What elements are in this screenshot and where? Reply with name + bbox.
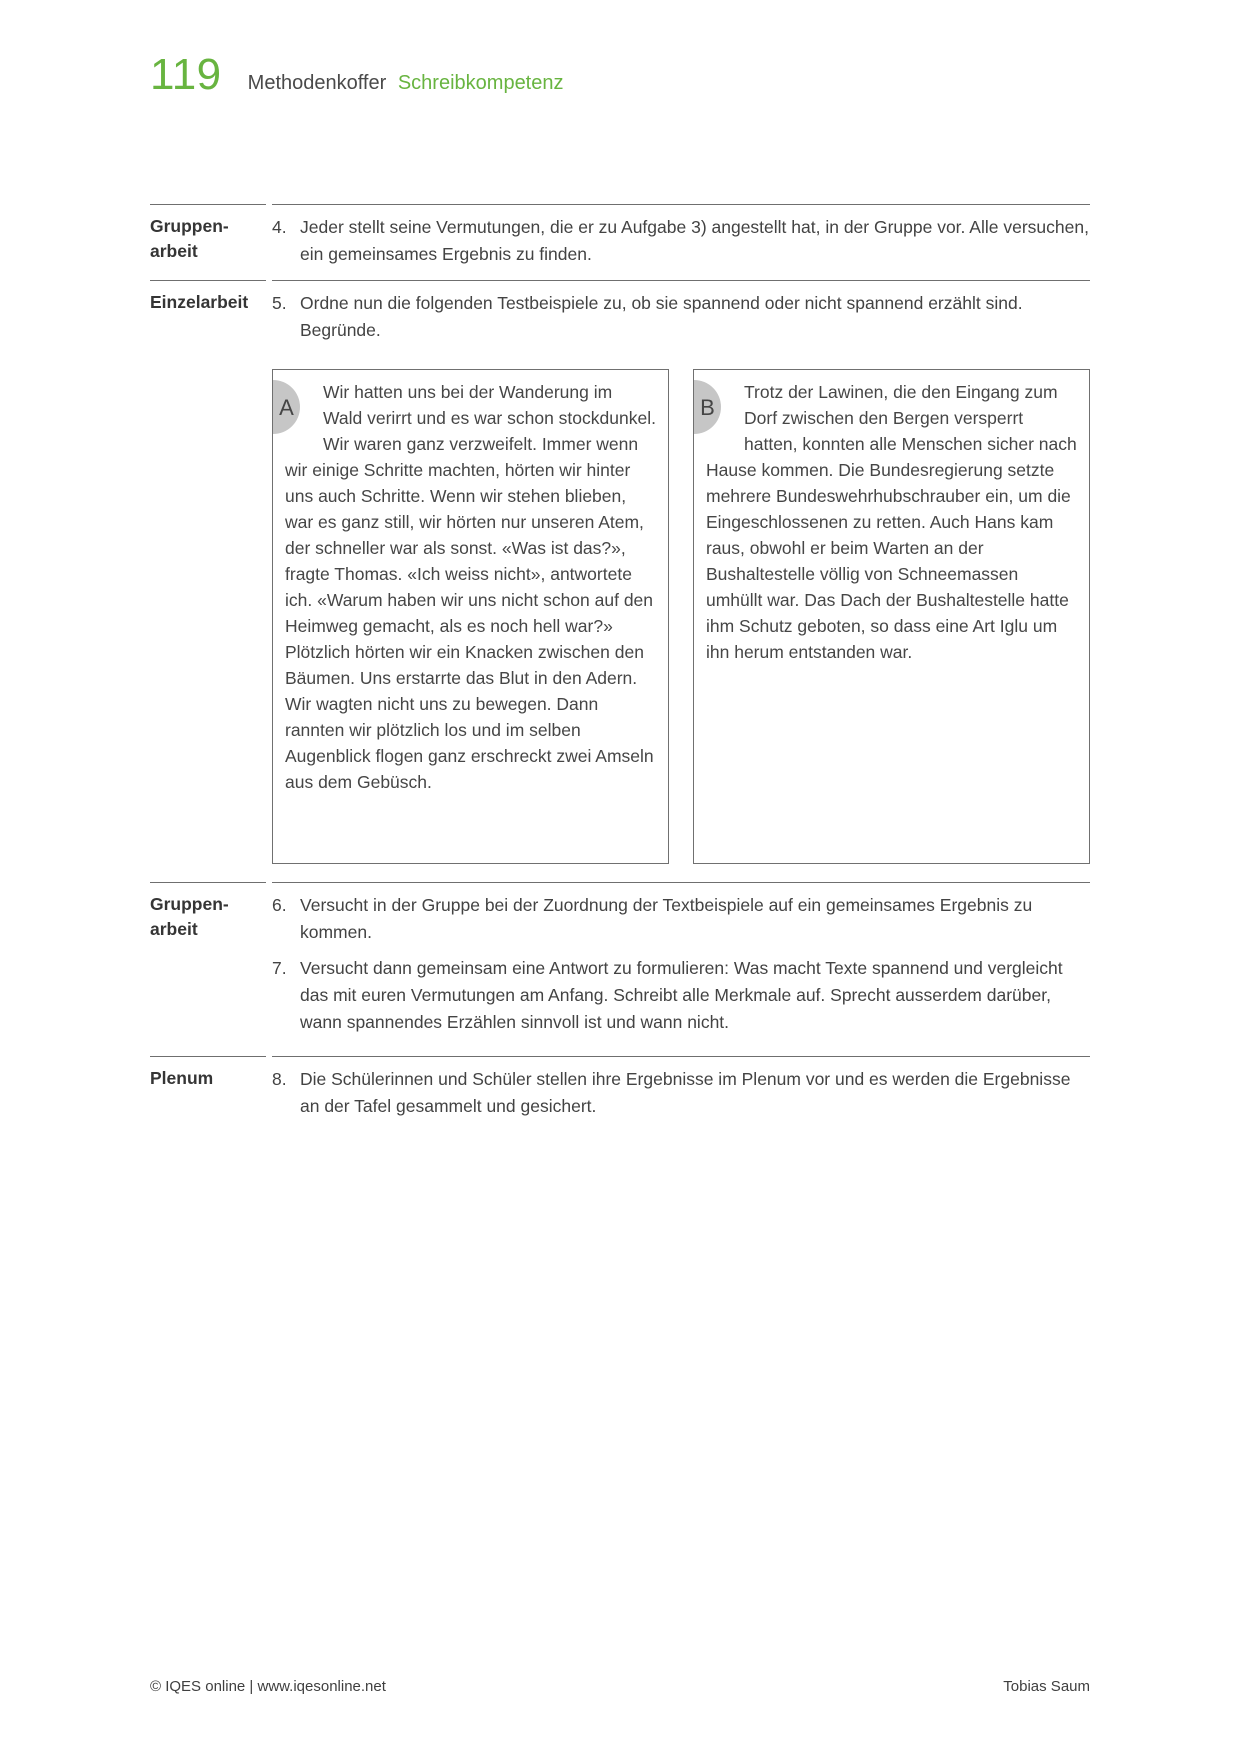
task-text: Ordne nun die folgenden Testbeispiele zu, ob sie spannend oder nicht spannend erzählt sind. Begründe. (300, 293, 1023, 340)
task-item (272, 892, 1090, 946)
text-example-b (693, 369, 1090, 864)
table-row (150, 204, 1090, 280)
text-example-a (272, 369, 669, 864)
row-content (272, 1056, 1090, 1120)
header-title: Methodenkoffer (247, 72, 387, 94)
header-titles (248, 72, 564, 95)
activity-label: Gruppen-arbeit (150, 204, 266, 280)
page-header (150, 50, 1090, 100)
row-content (272, 280, 1090, 882)
task-number: 5. (272, 293, 287, 313)
example-b-text: Trotz der Lawinen, die den Eingang zum Dorf zwischen den Bergen versperrt hatten, konnten alle Menschen sicher nach Hause kommen. Die Bundesregierung setzte mehrere Bundeswehrhubschrauber ein, um die Eingeschlossenen zu retten. Auch Hans kam raus, obwohl er beim Warten an der Bushaltestelle völlig von Schneemassen umhüllt war. Das Dach der Bushaltestelle hatte ihm Schutz geboten, so dass eine Art Iglu um ihn herum entstanden war. (706, 382, 1077, 662)
task-number: 8. (272, 1069, 287, 1089)
activity-label: Einzelarbeit (150, 280, 266, 882)
task-text: Versucht in der Gruppe bei der Zuordnung der Textbeispiele auf ein gemeinsames Ergebnis zu kommen. (300, 895, 1033, 942)
task-text: Jeder stellt seine Vermutungen, die er zu Aufgabe 3) angestellt hat, in der Gruppe vor. Alle versuchen, ein gemeinsames Ergebnis zu finden. (300, 217, 1089, 264)
task-text: Die Schülerinnen und Schüler stellen ihre Ergebnisse im Plenum vor und es werden die Ergebnisse an der Tafel gesammelt und gesichert. (300, 1069, 1071, 1116)
task-item (272, 214, 1090, 268)
table-row (150, 280, 1090, 882)
example-b-body (706, 379, 1077, 665)
example-a-text: Wir hatten uns bei der Wanderung im Wald verirrt und es war schon stockdunkel. Wir waren ganz verzweifelt. Immer wenn wir einige Schritte machten, hörten wir hinter uns auch Schritte. Wenn wir stehen blieben, war es ganz still, wir hörten nur unseren Atem, der schneller war als sonst. «Was ist das?», fragte Thomas. «Ich weiss nicht», antwortete ich. «Warum haben wir uns nicht schon auf den Heimweg gemacht, als es noch hell war?» Plötzlich hörten wir ein Knacken zwischen den Bäumen. Uns erstarrte das Blut in den Adern. Wir wagten nicht uns zu bewegen. Dann rannten wir plötzlich los und im selben Augenblick flogen ganz erschreckt zwei Amseln aus dem Gebüsch. (285, 382, 656, 792)
header-subtitle: Schreibkompetenz (397, 72, 564, 94)
text-examples (272, 369, 1090, 864)
footer-copyright: © IQES online | www.iqesonline.net (150, 1678, 386, 1695)
task-item (272, 290, 1090, 344)
badge-a-letter: A (279, 394, 294, 420)
activity-label: Plenum (150, 1056, 266, 1120)
task-item (272, 955, 1090, 1036)
page-footer (150, 1678, 1090, 1695)
badge-b-letter: B (700, 394, 715, 420)
page-number: 119 (150, 50, 222, 99)
task-number: 6. (272, 895, 287, 915)
task-number: 7. (272, 958, 287, 978)
method-steps-table (150, 204, 1090, 1120)
task-number: 4. (272, 217, 287, 237)
activity-label: Gruppen-arbeit (150, 882, 266, 1056)
task-item (272, 1066, 1090, 1120)
task-text: Versucht dann gemeinsam eine Antwort zu formulieren: Was macht Texte spannend und vergleicht das mit euren Vermutungen am Anfang. Schreibt alle Merkmale auf. Sprecht ausserdem darüber, wann spannendes Erzählen sinnvoll ist und wann nicht. (300, 958, 1063, 1032)
example-a-body (285, 379, 656, 795)
footer-author: Tobias Saum (1003, 1678, 1090, 1695)
table-row (150, 882, 1090, 1056)
row-content (272, 882, 1090, 1056)
table-row (150, 1056, 1090, 1120)
row-content (272, 204, 1090, 280)
